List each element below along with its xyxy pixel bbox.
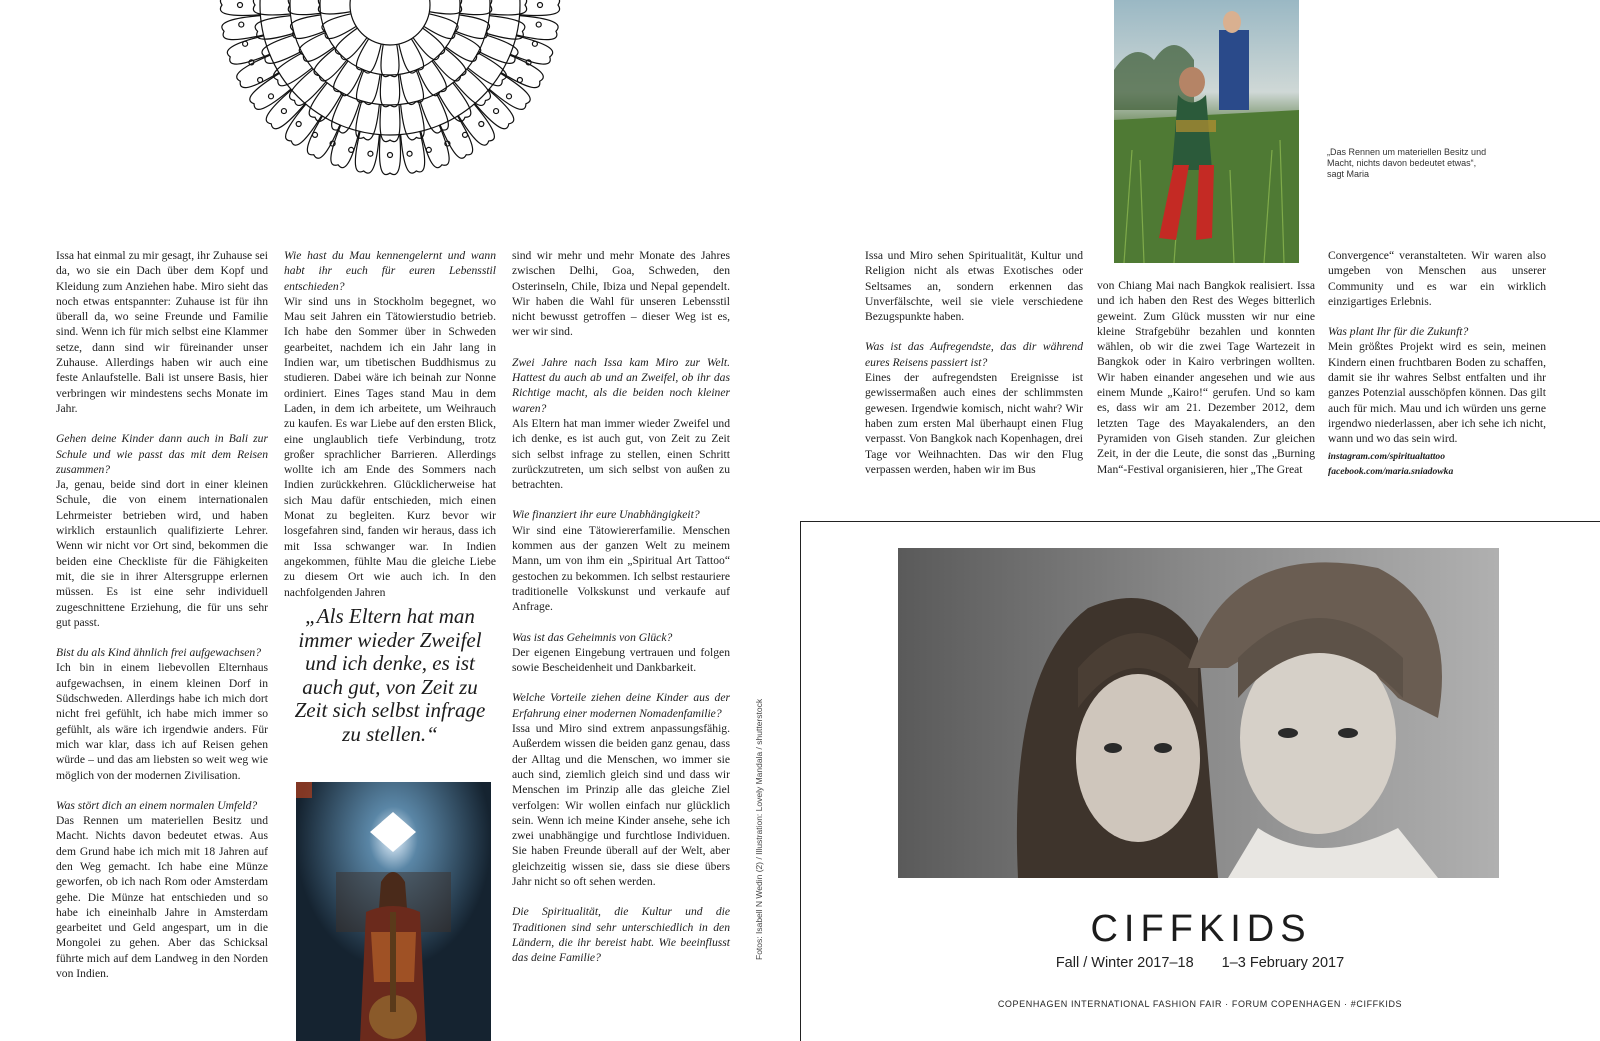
pull-quote: „Als Eltern hat man immer wieder Zweifel und ich denke, es ist auch gut, von Zeit zu Zeit sich selbst infrage zu stellen.“: [294, 604, 486, 746]
ad-season: Fall / Winter 2017–18: [1055, 955, 1194, 971]
interview-answer: Der eigenen Eingebung vertrauen und folgen sowie Bescheidenheit und Dankbarkeit.: [512, 645, 730, 675]
photo-caption: „Das Rennen um materiellen Besitz und Macht, nichts davon bedeutet etwas“, sagt Maria: [1327, 147, 1487, 179]
interview-answer: Mein größtes Projekt wird es sein, meinen Kindern einen fruchtbaren Boden zu schaffen, damit sie ihr wahres Selbst entfalten und ihr ganzes Potenzial ausschöpfen können. Das gilt auch für mich. Mau und ich würden uns gerne irgendwo niederlassen, aber ich sehe ich nicht, wann und wo das sein wird.: [1328, 340, 1546, 446]
interview-question: Gehen deine Kinder dann auch in Bali zur Schule und wie passt das mit dem Reisen zusammen?: [56, 432, 268, 476]
interview-question: Welche Vorteile ziehen deine Kinder aus der Erfahrung einer modernen Nomadenfamilie?: [512, 691, 730, 720]
interview-question: Was ist das Geheimnis von Glück?: [512, 630, 673, 644]
article-column-4: [865, 248, 1083, 477]
portrait-photo-guitar: [296, 782, 491, 1041]
interview-answer: sind wir mehr und mehr Monate des Jahres zwischen Delhi, Goa, Schweden, den Osterinseln, Chile, Ibiza und Nepal gependelt. Wir haben die Wahl für unseren Lebensstil nicht bewusst getroffen – dieser Weg ist es, wer wir sind.: [512, 249, 730, 339]
interview-question: Was stört dich an einem normalen Umfeld?: [56, 798, 258, 812]
interview-answer: Ich bin in einem liebevollen Elternhaus aufgewachsen, in einem kleinen Dorf in Südschweden. Allerdings habe ich mich dort nicht frei gefühlt, ich habe mich immer so gefühlt, als wäre ich irgendwie anders. Für mich war klar, dass ich auf Reisen gehen würde – und das am liebsten so weit weg wie möglich von der modernen Zivilisation.: [56, 661, 268, 782]
portrait-photo-grass: [1114, 0, 1299, 263]
interview-question: Zwei Jahre nach Issa kam Miro zur Welt. Hattest du auch ab und an Zweifel, ob ihr das Richtige macht, als die beiden noch kleiner waren?: [512, 355, 730, 415]
interview-question: Wie hast du Mau kennengelernt und wann habt ihr euch für euren Lebensstil entschieden?: [284, 249, 496, 293]
facebook-link[interactable]: facebook.com/maria.sniadowka: [1328, 465, 1454, 477]
interview-answer: Convergence“ veranstalteten. Wir waren also umgeben von Menschen aus unserer Community und es war ein wirklich einzigartiges Erlebnis.: [1328, 249, 1546, 308]
article-column-2: [284, 248, 496, 600]
ad-footer: COPENHAGEN INTERNATIONAL FASHION FAIR · FORUM COPENHAGEN · #CIFFKIDS: [997, 999, 1403, 1009]
instagram-link[interactable]: instagram.com/spiritualtattoo: [1328, 450, 1446, 462]
mandala-illustration: [215, 0, 565, 180]
interview-question: Die Spiritualität, die Kultur und die Traditionen sind sehr unterschiedlich in den Ländern, die ihr bereist habt. Wie beeinflusst das deine Familie?: [512, 905, 730, 965]
interview-answer: Wir sind eine Tätowiererfamilie. Menschen kommen aus der ganzen Welt zu meinem Mann, um von ihm ein „Spiritual Art Tattoo“ gestochen zu bekommen. Ich selbst restauriere traditionelle Volkskunst und verkaufe auf Anfrage.: [512, 523, 730, 614]
interview-answer: Ja, genau, beide sind dort in einer kleinen Schule, die von einem internationalen Lehrmeister betrieben wird, und haben wirklich erstaunlich qualifizierte Lehrer. Wenn wir nicht vor Ort sind, bekommen die beiden eine Checkliste für die Fähigkeiten mit, die sie in ihrer Altersgruppe erlernen müssen. Es ist eine sehr individuell zugeschnittene Erziehung, die für uns sehr gut passt.: [56, 478, 268, 629]
interview-answer: von Chiang Mai nach Bangkok realisiert. Issa und ich haben den Rest des Weges bitterlich geweint. Zum Glück mussten wir nur eine kleine Strafgebühr bezahlen und konnten wählen, ob wir die zwei Tage Wartezeit in Bangkok oder in Kairo verbringen wollten. Wir haben einander angesehen und wie aus einem Munde „Kairo!“ gerufen. Und so kam es, dass wir am 21. Dezember 2012, dem letzten Tage des Mayakalenders, an den Pyramiden von Giseh standen. Zur gleichen Zeit, in der die Leute, die sonst das „Burning Man“-Festival organisieren, hier „The Great: [1097, 279, 1315, 476]
ad-event-dates: [1000, 955, 1400, 971]
interview-question: Was plant Ihr für die Zukunft?: [1328, 325, 1469, 339]
article-column-3: [512, 248, 730, 965]
interview-answer: Als Eltern hat man immer wieder Zweifel und ich denke, es ist auch gut, von Zeit zu Zeit sich selbst infrage zu stellen, einen Schritt zurückzutreten, um sich selbst von außen zu betrachten.: [512, 416, 730, 492]
interview-answer: Wir sind uns in Stockholm begegnet, wo Mau seit Jahren ein Tätowierstudio betrieb. Ich habe den Sommer über in Schweden gearbeitet, nachdem ich ein Jahr lang in Indien war, um tibetischen Buddhismus zu studieren. Dabei wäre ich beinah zur Nonne ordiniert. Eines Tages stand Mau in dem Laden, in dem ich arbeitete, um Weihrauch zu kaufen. Es war Liebe auf den ersten Blick, eine unglaublich tiefe Verbindung, trotz großer sprachlicher Barrieren. Allerdings wollte ich am Ende des Sommers nach Indien zurückkehren. Glücklicherweise hat sich Mau dafür entschieden, mich einen Monat zu begleiten. Kurz bevor wir losgefahren sind, fanden wir heraus, dass ich mit Issa schwanger war. In Indien angekommen, fühlte Mau die gleiche Liebe zu diesem Ort wie auch ich. In den nachfolgenden Jahren: [284, 294, 496, 599]
article-column-1: [56, 248, 268, 981]
interview-answer: Issa hat einmal zu mir gesagt, ihr Zuhause sei da, wo sie ein Dach über dem Kopf und Kleidung zum Anziehen habe. Miro sieht das noch etwas entspannter: Zuhause ist für ihn überall da, wo seine Freunde und Familie sind. Wenn ich für mich selbst eine Klammer setze, dann sind wir füreinander unser Zuhause. Allerdings haben wir auch eine feste Anlaufstelle. Bali ist unsere Basis, hier verbringen wir mindestens sechs Monate im Jahr.: [56, 249, 268, 415]
interview-answer: Das Rennen um materiellen Besitz und Macht. Nichts davon bedeutet etwas. Aus dem Grund habe ich mich mit 18 Jahren auf den Weg gemacht. Ich habe eine Münze geworfen, ob ich nach Rom oder Amsterdam gehe. Die Münze hat entschieden und so habe ich eineinhalb Jahre in Amsterdam gearbeitet und Geld angespart, um in die Mongolei zu gehen. Aber das Schicksal führte mich auf dem Landweg in den Norden von Indien.: [56, 814, 268, 981]
article-column-6: [1328, 248, 1546, 479]
interview-question: Bist du als Kind ähnlich frei aufgewachsen?: [56, 646, 262, 660]
ad-photo-children: [898, 548, 1499, 878]
ad-dates: 1–3 February 2017: [1221, 955, 1345, 971]
interview-question: Wie finanziert ihr eure Unabhängigkeit?: [512, 508, 700, 522]
interview-question: Was ist das Aufregendste, das dir während eures Reisens passiert ist?: [865, 340, 1083, 369]
interview-answer: Issa und Miro sind extrem anpassungsfähig. Außerdem wissen die beiden ganz genau, dass der Alltag und die Menschen, wo immer sie auch sind, ziemlich gleich sind und dass wir Menschen im Prinzip alle das gleiche Ziel verfolgen: Wir wollen einfach nur glücklich sein. Wenn ich meine Kinder ansehe, sehe ich zwei unabhängige und furchtlose Individuen. Sie haben Freunde überall auf der Welt, aber gleichzeitig wissen sie, dass sie diese übers Jahr nicht so oft sehen werden.: [512, 722, 730, 888]
ad-brand-logo: CIFFKIDS: [1090, 908, 1312, 950]
interview-answer: Eines der aufregendsten Ereignisse ist gewissermaßen auch eines der schlimmsten gewesen. Irgendwie komisch, nicht wahr? Wir haben zum ersten Mal überhaupt einen Flug verpasst. Von Bangkok nach Kopenhagen, drei Tage vor Weihnachten. Das wir den Flug verpassen werden, haben wir im Bus: [865, 371, 1083, 476]
article-column-5: [1097, 278, 1315, 477]
interview-answer: Issa und Miro sehen Spiritualität, Kultur und Religion nicht als etwas Exotisches oder Seltsames an, sondern erkennen das Unverfälschte, weil sie viele verschiedene Bezugspunkte haben.: [865, 249, 1083, 324]
photo-credit: Fotos: Isabell N Wedin (2) / Illustration: Lovely Mandala / shutterstock: [754, 698, 764, 960]
